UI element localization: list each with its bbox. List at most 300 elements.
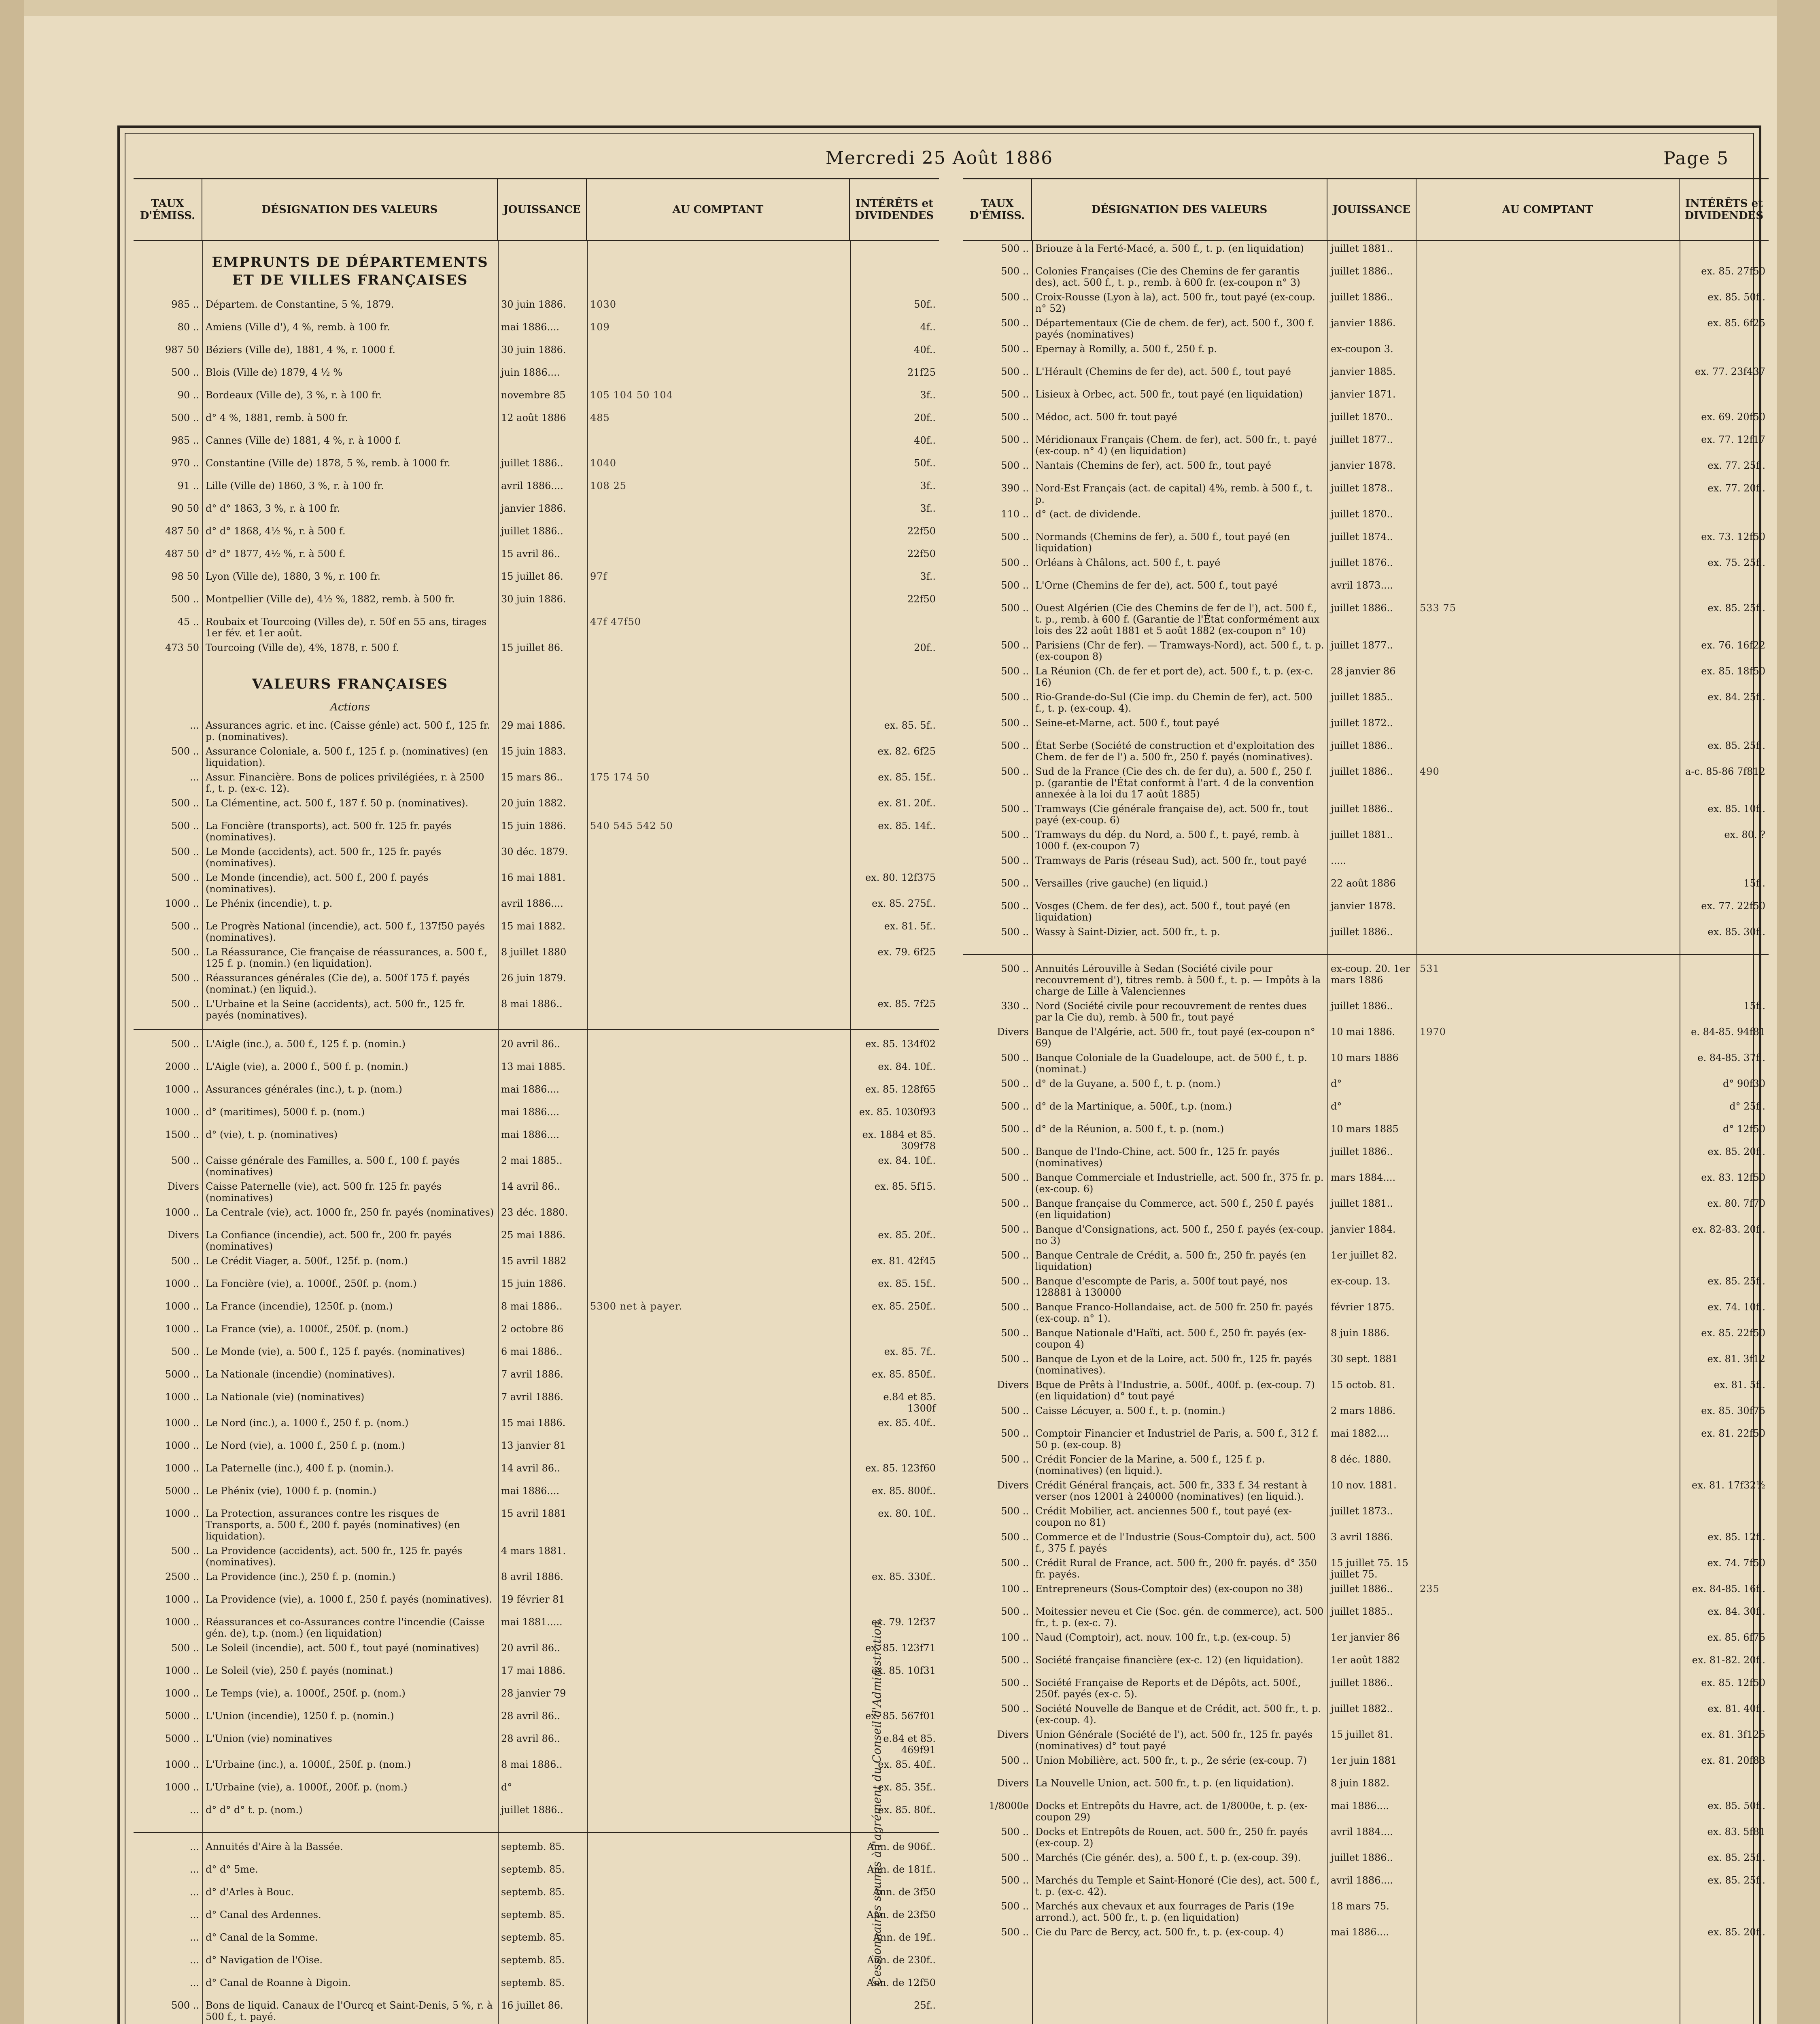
- jouissance-cell: 14 avril 86..: [501, 1181, 561, 1192]
- table-row: [963, 1504, 1769, 1530]
- interets-cell: Ann. de 23f50: [866, 1909, 936, 1920]
- rate-cell: 100 ..: [1001, 1632, 1029, 1643]
- table-row: [134, 744, 939, 770]
- jouissance-cell: d°: [1331, 1101, 1342, 1112]
- table-row: [963, 961, 1769, 999]
- jouissance-cell: mai 1886....: [1331, 1926, 1389, 1938]
- jouissance-cell: février 1875.: [1331, 1301, 1395, 1313]
- comptant-cell: [587, 1544, 850, 1547]
- table-row: [134, 945, 939, 971]
- section-subtitle-actions: Actions: [330, 701, 370, 713]
- comptant-cell: [587, 592, 850, 595]
- table-row: [963, 1452, 1769, 1478]
- jouissance-cell: juillet 1886..: [1331, 1146, 1393, 1157]
- table-row: [134, 1390, 939, 1416]
- jouissance-cell: avril 1886....: [1331, 1875, 1393, 1886]
- designation-cell: d° d° 5me.: [206, 1864, 258, 1875]
- interets-cell: ex. 83. 12f50: [1701, 1172, 1765, 1183]
- rate-cell: 500 ..: [171, 746, 199, 757]
- designation-cell: Ouest Algérien (Cie des Chemins de fer de l'), act. 500 f., t. p., remb. à 600 f. (Garantie de l'État conformément aux lois des 22 août 1881 et 5 août 1882 (ex-coupon n° 10): [1035, 602, 1320, 636]
- col-header-taux: TAUX D'ÉMISS.: [963, 179, 1032, 240]
- jouissance-cell: juillet 1886..: [501, 525, 563, 537]
- table-row: [963, 1144, 1769, 1170]
- rate-cell: 5000 ..: [165, 1733, 199, 1744]
- jouissance-cell: juillet 1886..: [1331, 740, 1393, 751]
- designation-cell: d° Canal de Roanne à Digoin.: [206, 1977, 351, 1988]
- jouissance-cell: 30 juin 1886.: [501, 299, 566, 310]
- jouissance-cell: juillet 1877..: [1331, 640, 1393, 651]
- interets-cell: ex. 85. 250f..: [872, 1301, 936, 1312]
- jouissance-cell: 30 sept. 1881: [1331, 1353, 1398, 1365]
- rate-cell: 500 ..: [1001, 1926, 1029, 1938]
- jouissance-cell: 28 janvier 86: [1331, 665, 1396, 677]
- comptant-cell: [587, 365, 850, 368]
- designation-cell: La Centrale (vie), act. 1000 fr., 250 fr. payés (nominatives): [206, 1207, 494, 1218]
- rate-cell: 500 ..: [1001, 557, 1029, 568]
- rate-cell: 987 50: [165, 344, 199, 355]
- jouissance-cell: juillet 1881..: [1331, 829, 1393, 840]
- jouissance-cell: 8 juin 1882.: [1331, 1777, 1390, 1789]
- jouissance-cell: 20 avril 86..: [501, 1642, 561, 1654]
- comptant-cell: [587, 1322, 850, 1325]
- left-rows: [134, 241, 939, 2024]
- interets-cell: [1680, 507, 1769, 510]
- interets-cell: [1680, 241, 1769, 244]
- interets-cell: ex. 85. 850f..: [872, 1369, 936, 1380]
- designation-cell: La Nouvelle Union, act. 500 fr., t. p. (en liquidation).: [1035, 1777, 1294, 1789]
- table-row: [963, 1873, 1769, 1899]
- comptant-cell: [587, 971, 850, 974]
- designation-cell: Amiens (Ville d'), 4 %, remb. à 100 fr.: [206, 321, 390, 333]
- comptant-cell: [1416, 1403, 1680, 1407]
- comptant-cell: [1416, 925, 1680, 928]
- comptant-cell: [587, 1416, 850, 1419]
- rate-cell: 91 ..: [177, 480, 199, 491]
- col-header-interets: INTÉRÊTS et DIVIDENDES: [855, 198, 934, 222]
- table-row: [963, 1776, 1769, 1799]
- comptant-cell: [1416, 1478, 1680, 1481]
- comptant-cell: [587, 1709, 850, 1712]
- designation-cell: Crédit Mobilier, act. anciennes 500 f., tout payé (ex-coupon no 81): [1035, 1505, 1292, 1528]
- comptant-cell: [1416, 1248, 1680, 1251]
- interets-cell: Ann. de 3f50: [873, 1886, 936, 1898]
- jouissance-cell: 2 octobre 86: [501, 1323, 564, 1335]
- jouissance-cell: juillet 1886..: [1331, 266, 1393, 277]
- jouissance-cell: 8 déc. 1880.: [1331, 1454, 1391, 1465]
- left-table-header: [134, 179, 939, 241]
- interets-cell: [850, 1592, 939, 1595]
- interets-cell: ex. 69. 20f50: [1701, 411, 1765, 423]
- designation-cell: Docks et Entrepôts du Havre, act. de 1/8000e, t. p. (ex-coupon 29): [1035, 1800, 1308, 1823]
- interets-cell: ex. 81. 5f..: [1714, 1379, 1765, 1390]
- table-row: [134, 1592, 939, 1615]
- designation-cell: La France (incendie), 1250f. p. (nom.): [206, 1301, 393, 1312]
- jouissance-cell: avril 1884....: [1331, 1826, 1393, 1837]
- designation-cell: Commerce et de l'Industrie (Sous-Comptoir du), act. 500 f., 375 f. payés: [1035, 1531, 1316, 1554]
- designation-cell: d° d° 1868, 4½ %, r. à 500 f.: [206, 525, 346, 537]
- table-row: [963, 529, 1769, 555]
- table-row: [963, 1426, 1769, 1452]
- comptant-cell: [587, 342, 850, 346]
- interets-cell: 3f..: [920, 503, 936, 514]
- rate-cell: 500 ..: [1001, 963, 1029, 974]
- table-row: [134, 569, 939, 592]
- comptant-cell: [587, 1461, 850, 1464]
- interets-cell: ex. 85. 330f..: [872, 1571, 936, 1582]
- interets-cell: ex. 84. 10f..: [878, 1061, 936, 1072]
- comptant-cell: [587, 1082, 850, 1085]
- rate-cell: 487 50: [165, 548, 199, 559]
- comptant-cell: [1416, 1899, 1680, 1902]
- col-header-designation: DÉSIGNATION DES VALEURS: [202, 179, 498, 240]
- rate-cell: 5000 ..: [165, 1369, 199, 1380]
- table-row: [134, 1709, 939, 1731]
- rate-cell: 500 ..: [171, 846, 199, 857]
- rate-cell: 500 ..: [1001, 1078, 1029, 1089]
- rate-cell: 500 ..: [1001, 1901, 1029, 1912]
- comptant-cell: [587, 546, 850, 550]
- table-row: [963, 716, 1769, 738]
- comptant-cell: [587, 1731, 850, 1735]
- jouissance-cell: juillet 1886..: [1331, 1583, 1393, 1595]
- table-row: [134, 1862, 939, 1885]
- table-row: [963, 802, 1769, 827]
- jouissance-cell: 26 juin 1879.: [501, 972, 566, 984]
- interets-cell: [850, 1322, 939, 1325]
- table-row: [963, 999, 1769, 1025]
- section-rule: [134, 1029, 939, 1030]
- table-row: [134, 1569, 939, 1592]
- rate-cell: 2000 ..: [165, 1061, 199, 1072]
- table-row: [134, 592, 939, 614]
- interets-cell: ex. 85. 275f..: [872, 898, 936, 909]
- table-row: [963, 241, 1769, 264]
- rate-cell: 500 ..: [1001, 691, 1029, 703]
- designation-cell: Assurances agric. et inc. (Caisse génle) act. 500 f., 125 fr. p. (nominatives).: [206, 720, 490, 742]
- rate-cell: 500 ..: [1001, 926, 1029, 938]
- designation-cell: Sud de la France (Cie des ch. de fer du), a. 500 f., 250 f. p. (garantie de l'État conformt à l'art. 4 de la convention annexée à la loi du 17 août 1885): [1035, 766, 1314, 800]
- comptant-cell: [1416, 1144, 1680, 1148]
- designation-cell: L'Orne (Chemins de fer de), act. 500 f., tout payé: [1035, 580, 1278, 591]
- jouissance-cell: janvier 1886.: [501, 503, 566, 514]
- table-row: [134, 1484, 939, 1506]
- table-row: [134, 1344, 939, 1367]
- jouissance-cell: septemb. 85.: [501, 1954, 565, 1966]
- interets-cell: 25f..: [914, 2000, 936, 2011]
- table-row: [134, 770, 939, 796]
- designation-cell: Le Crédit Viager, a. 500f., 125f. p. (nom.): [206, 1255, 408, 1267]
- interets-cell: e.84 et 85. 469f91: [883, 1733, 936, 1756]
- interets-cell: [850, 844, 939, 848]
- table-row: [963, 264, 1769, 290]
- rate-cell: 500 ..: [1001, 411, 1029, 423]
- designation-cell: Médoc, act. 500 fr. tout payé: [1035, 411, 1177, 423]
- rate-cell: 500 ..: [1001, 829, 1029, 840]
- table-row: [963, 1850, 1769, 1873]
- table-row: [963, 578, 1769, 601]
- comptant-cell: [587, 1059, 850, 1063]
- designation-cell: Cie du Parc de Bercy, act. 500 fr., t. p. (ex-coup. 4): [1035, 1926, 1284, 1938]
- rate-cell: 500 ..: [1001, 1557, 1029, 1569]
- interets-cell: 20f..: [914, 412, 936, 423]
- interets-cell: 15f..: [1744, 878, 1765, 889]
- table-row: [963, 1530, 1769, 1556]
- comptant-cell: [587, 1757, 850, 1760]
- designation-cell: L'Urbaine et la Seine (accidents), act. 500 fr., 125 fr. payés (nominatives).: [206, 998, 465, 1021]
- jouissance-cell: 15 mars 86..: [501, 772, 563, 783]
- designation-cell: L'Urbaine (vie), a. 1000f., 200f. p. (nom.): [206, 1782, 408, 1793]
- designation-cell: Banque Coloniale de la Guadeloupe, act. de 500 f., t. p. (nominat.): [1035, 1052, 1307, 1075]
- comptant-cell: [1416, 876, 1680, 879]
- jouissance-cell: mai 1886....: [501, 1129, 559, 1140]
- interets-cell: 50f..: [914, 457, 936, 469]
- comptant-cell: [587, 1344, 850, 1348]
- comptant-cell: [1416, 342, 1680, 345]
- jouissance-cell: 14 avril 86..: [501, 1463, 561, 1474]
- table-row: [134, 1885, 939, 1907]
- designation-cell: Wassy à Saint-Dizier, act. 500 fr., t. p.: [1035, 926, 1220, 938]
- interets-cell: [1680, 853, 1769, 857]
- table-row: [134, 456, 939, 478]
- comptant-cell: [587, 1780, 850, 1783]
- table-row: [963, 387, 1769, 410]
- interets-cell: [1680, 578, 1769, 581]
- table-row: [134, 1153, 939, 1179]
- rate-cell: 500 ..: [1001, 1101, 1029, 1112]
- comptant-cell: [1416, 1352, 1680, 1355]
- table-row: [134, 1544, 939, 1569]
- rate-cell: 500 ..: [1001, 1250, 1029, 1261]
- comptant-cell: [587, 1205, 850, 1208]
- col-header-designation: DÉSIGNATION DES VALEURS: [1032, 179, 1327, 240]
- designation-cell: Marchés du Temple et Saint-Honoré (Cie des), act. 500 f., t. p. (ex-c. 42).: [1035, 1875, 1320, 1897]
- designation-cell: d° de la Guyane, a. 500 f., t. p. (nom.): [1035, 1078, 1221, 1089]
- rate-cell: ...: [190, 1954, 199, 1966]
- comptant-cell: [1416, 410, 1680, 413]
- comptant-cell: [1416, 1274, 1680, 1277]
- comptant-cell: [1416, 827, 1680, 831]
- designation-cell: Lisieux à Orbec, act. 500 fr., tout payé (en liquidation): [1035, 389, 1303, 400]
- comptant-cell: [587, 1953, 850, 1956]
- group-assurances: [134, 718, 939, 1023]
- rate-cell: 500 ..: [171, 1155, 199, 1166]
- comptant-cell: [1416, 1452, 1680, 1455]
- rate-cell: 500 ..: [171, 367, 199, 378]
- designation-cell: Réassurances générales (Cie de), a. 500f 175 f. payés (nominat.) (en liquid.).: [206, 972, 470, 995]
- designation-cell: Banque de l'Indo-Chine, act. 500 fr., 125 fr. payés (nominatives): [1035, 1146, 1280, 1169]
- interets-cell: ex. 77. 12f17: [1701, 434, 1765, 445]
- rate-cell: 500 ..: [1001, 1353, 1029, 1365]
- comptant-cell: [1416, 1824, 1680, 1828]
- interets-cell: Ann. de 230f..: [867, 1954, 936, 1966]
- table-row: [963, 1653, 1769, 1675]
- table-row: [134, 1975, 939, 1998]
- table-row: [134, 524, 939, 546]
- rate-cell: 500 ..: [1001, 665, 1029, 677]
- comptant-cell: [1416, 241, 1680, 244]
- table-row: [963, 1196, 1769, 1222]
- comptant-cell: [587, 1153, 850, 1157]
- comptant-cell: [1416, 738, 1680, 742]
- table-row: [134, 433, 939, 456]
- jouissance-cell: juillet 1870..: [1331, 508, 1393, 520]
- designation-cell: Naud (Comptoir), act. nouv. 100 fr., t.p. (ex-coup. 5): [1035, 1632, 1291, 1643]
- comptant-cell: [1416, 1850, 1680, 1854]
- interets-cell: ex. 85. 50f..: [1707, 1800, 1765, 1811]
- section-rule: [134, 1832, 939, 1833]
- interets-cell: [850, 971, 939, 974]
- interets-cell: e. 84-85. 94f81: [1691, 1026, 1765, 1038]
- interets-cell: [850, 1544, 939, 1547]
- jouissance-cell: 3 avril 1886.: [1331, 1531, 1393, 1543]
- interets-cell: ex. 81. 17f32½: [1691, 1480, 1765, 1491]
- table-row: [134, 896, 939, 919]
- designation-cell: Tourcoing (Ville de), 4%, 1878, r. 500 f.: [206, 642, 399, 653]
- interets-cell: ex. 85. 25f..: [1707, 1875, 1765, 1886]
- designation-cell: Banque Commerciale et Industrielle, act. 500 fr., 375 fr. p. (ex-coup. 6): [1035, 1172, 1324, 1195]
- comptant-cell: [1416, 1675, 1680, 1679]
- rate-cell: 500 ..: [1001, 878, 1029, 889]
- table-row: [963, 1274, 1769, 1300]
- jouissance-cell: mars 1884....: [1331, 1172, 1396, 1183]
- table-row: [134, 1461, 939, 1484]
- rate-cell: 500 ..: [1001, 1123, 1029, 1135]
- jouissance-cell: juillet 1874..: [1331, 531, 1393, 542]
- jouissance-cell: juillet 1886..: [1331, 291, 1393, 303]
- jouissance-cell: juillet 1886..: [1331, 1677, 1393, 1688]
- col-header-jouissance: JOUISSANCE: [498, 179, 587, 240]
- rate-cell: ...: [190, 1864, 199, 1875]
- designation-cell: La Providence (accidents), act. 500 fr., 125 fr. payés (nominatives).: [206, 1545, 463, 1568]
- designation-cell: Assurance Coloniale, a. 500 f., 125 f. p. (nominatives) (en liquidation).: [206, 746, 488, 768]
- comptant-cell: [587, 1803, 850, 1806]
- jouissance-cell: 1er juillet 82.: [1331, 1250, 1397, 1261]
- jouissance-cell: 15 avril 86..: [501, 548, 561, 559]
- designation-cell: Lyon (Ville de), 1880, 3 %, r. 100 fr.: [206, 571, 381, 582]
- comptant-cell: [1416, 1099, 1680, 1102]
- designation-cell: Blois (Ville de) 1879, 4 ½ %: [206, 367, 343, 378]
- jouissance-cell: janvier 1871.: [1331, 389, 1396, 400]
- jouissance-cell: 13 janvier 81: [501, 1440, 566, 1451]
- table-row: [134, 1953, 939, 1975]
- comptant-cell: [1416, 1727, 1680, 1731]
- designation-cell: Comptoir Financier et Industriel de Paris, a. 500 f., 312 f. 50 p. (ex-coup. 8): [1035, 1428, 1319, 1450]
- jouissance-cell: 19 février 81: [501, 1594, 565, 1605]
- interets-cell: ex. 79. 12f37: [871, 1616, 936, 1628]
- jouissance-cell: 20 avril 86..: [501, 1038, 561, 1050]
- designation-cell: L'Urbaine (inc.), a. 1000f., 250f. p. (nom.): [206, 1759, 411, 1770]
- rate-cell: 1000 ..: [165, 1301, 199, 1312]
- right-column: [963, 178, 1769, 2024]
- comptant-cell: [587, 1615, 850, 1618]
- rate-cell: 500 ..: [1001, 640, 1029, 651]
- jouissance-cell: juillet 1886..: [1331, 1852, 1393, 1863]
- right-table-header: [963, 179, 1769, 241]
- designation-cell: La Providence (inc.), 250 f. p. (nomin.): [206, 1571, 396, 1582]
- designation-cell: Caisse Paternelle (vie), act. 500 fr. 125 fr. payés (nominatives): [206, 1181, 442, 1203]
- interets-cell: d° 90f30: [1723, 1078, 1765, 1089]
- table-row: [134, 796, 939, 819]
- col-header-comptant: AU COMPTANT: [1416, 179, 1680, 240]
- designation-cell: d° d° 1877, 4½ %, r. à 500 f.: [206, 548, 346, 559]
- designation-cell: Le Monde (vie), a. 500 f., 125 f. payés. (nominatives): [206, 1346, 465, 1357]
- rate-cell: 500 ..: [1001, 531, 1029, 542]
- jouissance-cell: janvier 1878.: [1331, 460, 1396, 471]
- designation-cell: d° Canal de la Somme.: [206, 1932, 318, 1943]
- comptant-cell: [1416, 638, 1680, 641]
- jouissance-cell: 15 juillet 86.: [501, 642, 563, 653]
- rate-cell: Divers: [167, 1229, 199, 1241]
- interets-cell: ex. 80. 12f375: [865, 872, 936, 883]
- table-row: [134, 297, 939, 320]
- jouissance-cell: juillet 1886..: [501, 457, 563, 469]
- table-row: [134, 410, 939, 433]
- designation-cell: Crédit Général français, act. 500 fr., 333 f. 34 restant à verser (nos 12001 à 240000 (nominatives) (en liquid.).: [1035, 1480, 1308, 1502]
- rate-cell: 500 ..: [1001, 243, 1029, 254]
- interets-cell: ex. 79. 6f25: [877, 946, 936, 958]
- table-row: [963, 1326, 1769, 1352]
- comptant-cell: [587, 870, 850, 874]
- table-row: [963, 738, 1769, 764]
- interets-cell: ex. 85. 27f50: [1701, 266, 1765, 277]
- interets-cell: Ann. de 906f..: [867, 1841, 936, 1852]
- interets-cell: [850, 1205, 939, 1208]
- right-rows: [963, 241, 1769, 1947]
- jouissance-cell: janvier 1886.: [1331, 317, 1396, 329]
- table-row: [134, 844, 939, 870]
- designation-cell: Le Soleil (vie), 250 f. payés (nominat.): [206, 1665, 393, 1676]
- interets-cell: ex. 81. 42f45: [871, 1255, 936, 1267]
- rate-cell: 500 ..: [171, 998, 199, 1010]
- table-row: [134, 1179, 939, 1205]
- designation-cell: Versailles (rive gauche) (en liquid.): [1035, 878, 1208, 889]
- comptant-cell: [1416, 1604, 1680, 1607]
- jouissance-cell: 8 mai 1886..: [501, 1759, 563, 1770]
- designation-cell: La Paternelle (inc.), 400 f. p. (nomin.).: [206, 1463, 394, 1474]
- table-row: [963, 1099, 1769, 1122]
- table-row: [963, 764, 1769, 802]
- interets-cell: d° 25f..: [1729, 1101, 1765, 1112]
- rate-cell: 500 ..: [171, 872, 199, 883]
- designation-cell: Le Progrès National (incendie), act. 500 f., 137f50 payés (nominatives).: [206, 921, 485, 943]
- interets-cell: 3f..: [920, 389, 936, 401]
- comptant-cell: [587, 1686, 850, 1689]
- jouissance-cell: 16 mai 1881.: [501, 872, 566, 883]
- rate-cell: 390 ..: [1001, 483, 1029, 494]
- table-row: [963, 1076, 1769, 1099]
- table-row: [963, 1352, 1769, 1378]
- rate-cell: 500 ..: [1001, 1531, 1029, 1543]
- rate-cell: ...: [190, 1909, 199, 1920]
- table-row: [134, 342, 939, 365]
- rate-cell: 500 ..: [1001, 291, 1029, 303]
- comptant-cell: [1416, 1426, 1680, 1429]
- table-row: [963, 342, 1769, 364]
- group-emprunts: [134, 297, 939, 663]
- interets-cell: 50f..: [914, 299, 936, 310]
- rate-cell: 1000 ..: [165, 1417, 199, 1429]
- table-row: [134, 1416, 939, 1438]
- designation-cell: Assurances générales (inc.), t. p. (nom.): [206, 1084, 402, 1095]
- designation-cell: La Providence (vie), a. 1000 f., 250 f. payés (nominatives).: [206, 1594, 493, 1605]
- paper-spine: [0, 0, 24, 2024]
- rate-cell: 500 ..: [171, 1642, 199, 1654]
- designation-cell: d° Canal des Ardennes.: [206, 1909, 321, 1920]
- comptant-cell: [587, 1506, 850, 1509]
- designation-cell: État Serbe (Société de construction et d'exploitation des Chem. de fer de l') a. 500 fr., 250 f. payés (nominatives).: [1035, 740, 1315, 763]
- comptant-cell: [1416, 853, 1680, 857]
- rate-cell: 500 ..: [171, 1038, 199, 1050]
